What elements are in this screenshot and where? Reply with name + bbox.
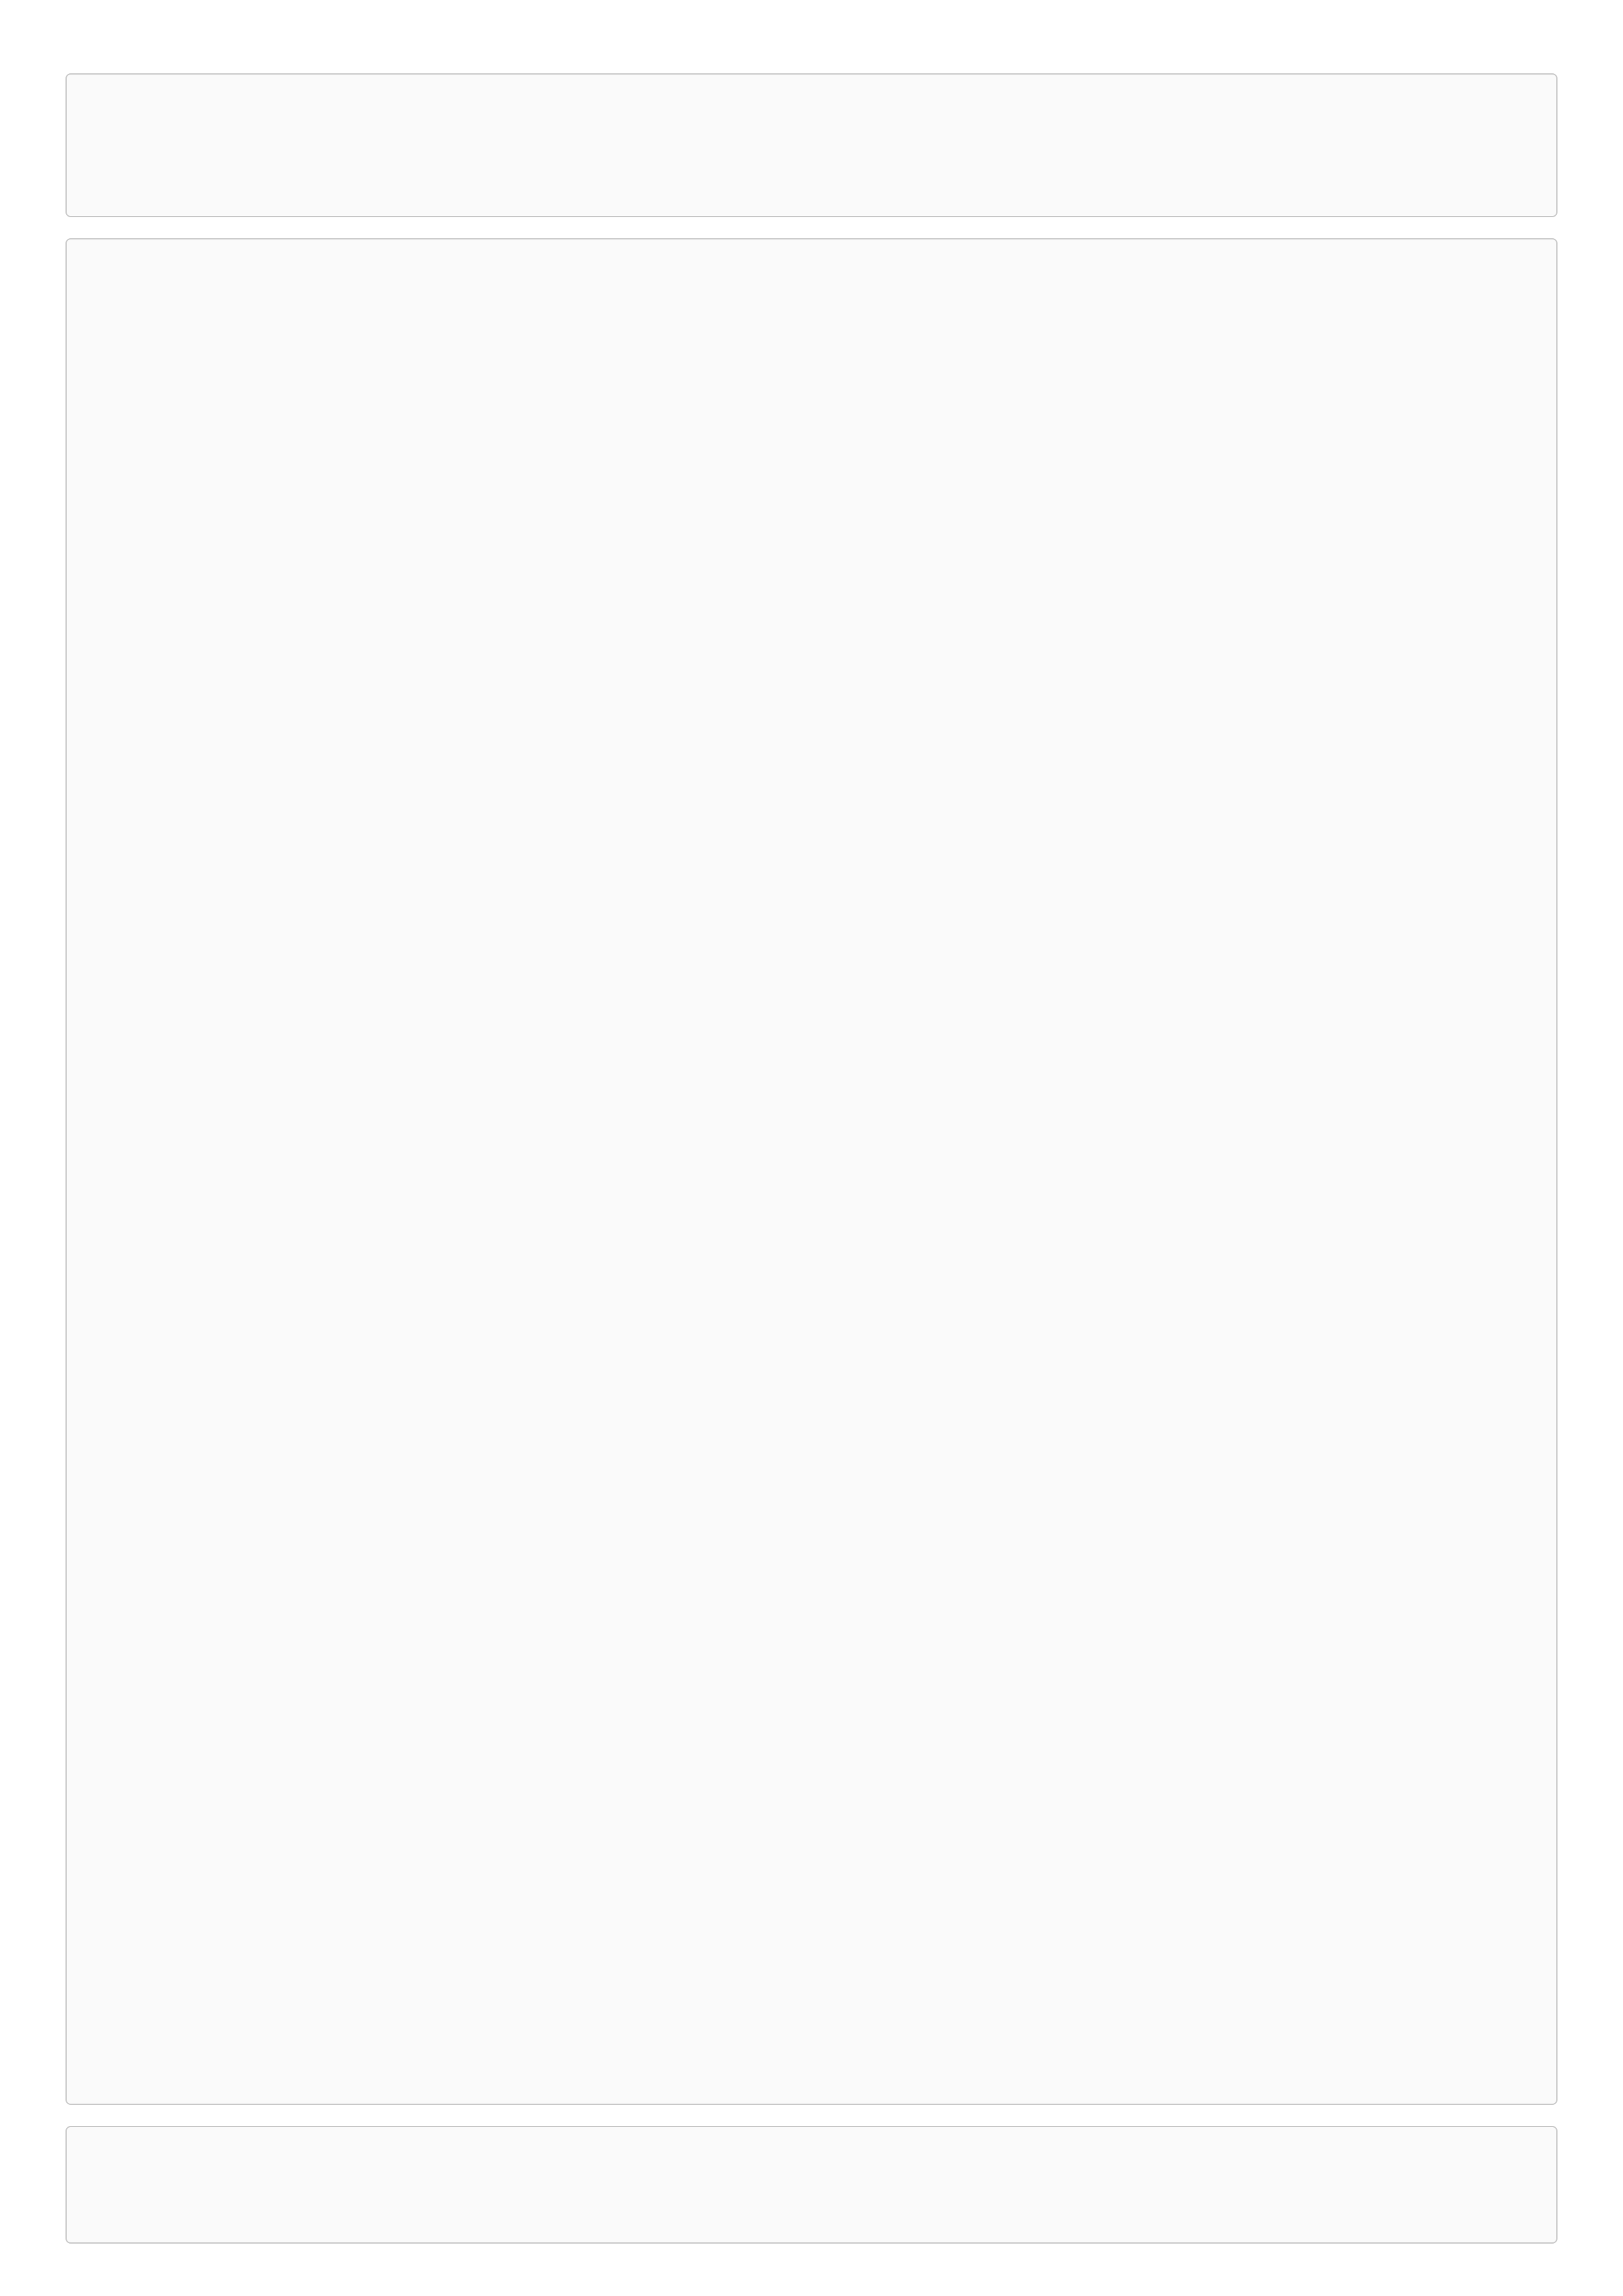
main-content-block <box>65 238 1558 2105</box>
footer-block <box>65 2126 1558 2244</box>
header-block <box>65 73 1558 217</box>
